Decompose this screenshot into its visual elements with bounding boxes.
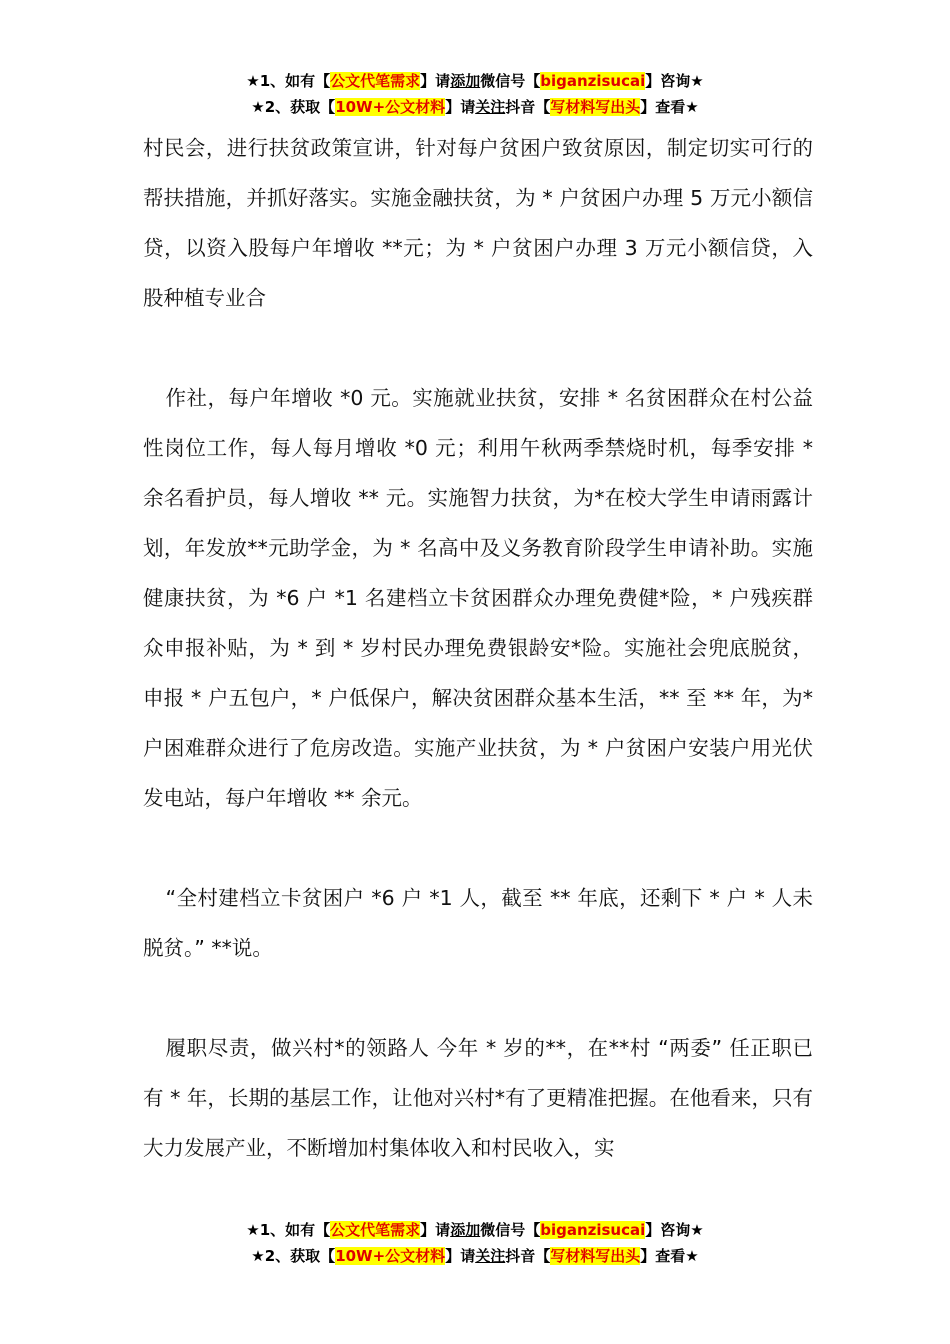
banner-text: 】请: [420, 1221, 451, 1239]
banner-line-1: [0, 68, 950, 94]
paragraph-2: 作社，每户年增收 *0 元。实施就业扶贫，安排 * 名贫困群众在村公益性岗位工作，每人每月增收 *0 元；利用午秋两季禁烧时机，每季安排 * 余名看护员，每人增收 ** 元。实施智力扶贫，为*在校大学生申请雨露计划，年发放**元助学金，为 * 名高中及义务教育阶段学生申请补助。实施健康扶贫，为 *6 户 *1 名建档立卡贫困群众办理免费健*险，* 户残疾群众申报补贴，为 * 到 * 岁村民办理免费银龄安*险。实施社会兜底脱贫，申报 * 户五包户，* 户低保户，解决贫困群众基本生活，** 至 ** 年，为* 户困难群众进行了危房改造。实施产业扶贫，为 * 户贫困户安装户用光伏发电站，每户年增收 ** 余元。: [143, 386, 813, 810]
banner-highlight: biganzisucai: [540, 1221, 646, 1239]
banner-line-2: [0, 94, 950, 120]
banner-underline: 添加: [450, 1221, 481, 1239]
banner-text: ★2、获取【: [251, 1247, 336, 1265]
banner-highlight: 10W+公文材料: [335, 98, 446, 116]
banner-text: 】查看★: [640, 1247, 699, 1265]
banner-text: ★1、如有【: [246, 72, 331, 90]
banner-text: 抖音【: [505, 98, 551, 116]
paragraph-4: 履职尽责，做兴村*的领路人 今年 * 岁的**，在**村 “两委” 任正职已有 * 年，长期的基层工作，让他对兴村*有了更精准把握。在他看来，只有大力发展产业，不断增加村集体收入和村民收入，实: [143, 1036, 813, 1160]
banner-underline: 关注: [475, 98, 506, 116]
banner-underline: 添加: [450, 72, 481, 90]
banner-highlight: 写材料写出头: [550, 1247, 641, 1265]
banner-underline: 关注: [475, 1247, 506, 1265]
banner-highlight: 写材料写出头: [550, 98, 641, 116]
banner-text: 】咨询★: [645, 1221, 704, 1239]
footer-banner: [0, 1217, 950, 1269]
banner-line-1: [0, 1217, 950, 1243]
banner-text: 】请: [445, 1247, 476, 1265]
banner-highlight: biganzisucai: [540, 72, 646, 90]
paragraph-3: “全村建档立卡贫困户 *6 户 *1 人，截至 ** 年底，还剩下 * 户 * 人未脱贫。” **说。: [143, 886, 813, 960]
banner-text: ★2、获取【: [251, 98, 336, 116]
banner-text: ★1、如有【: [246, 1221, 331, 1239]
banner-text: 】查看★: [640, 98, 699, 116]
banner-text: 微信号【: [480, 72, 541, 90]
document-body: [143, 123, 813, 1173]
banner-text: 】咨询★: [645, 72, 704, 90]
banner-text: 微信号【: [480, 1221, 541, 1239]
banner-text: 】请: [420, 72, 451, 90]
header-banner: [0, 68, 950, 120]
banner-line-2: [0, 1243, 950, 1269]
banner-highlight: 公文代笔需求: [330, 1221, 421, 1239]
paragraph-1: 村民会，进行扶贫政策宣讲，针对每户贫困户致贫原因，制定切实可行的帮扶措施，并抓好落实。实施金融扶贫，为 * 户贫困户办理 5 万元小额信贷，以资入股每户年增收 **元；为 * 户贫困户办理 3 万元小额信贷，入股种植专业合: [143, 136, 813, 310]
banner-highlight: 10W+公文材料: [335, 1247, 446, 1265]
banner-text: 】请: [445, 98, 476, 116]
banner-highlight: 公文代笔需求: [330, 72, 421, 90]
banner-text: 抖音【: [505, 1247, 551, 1265]
